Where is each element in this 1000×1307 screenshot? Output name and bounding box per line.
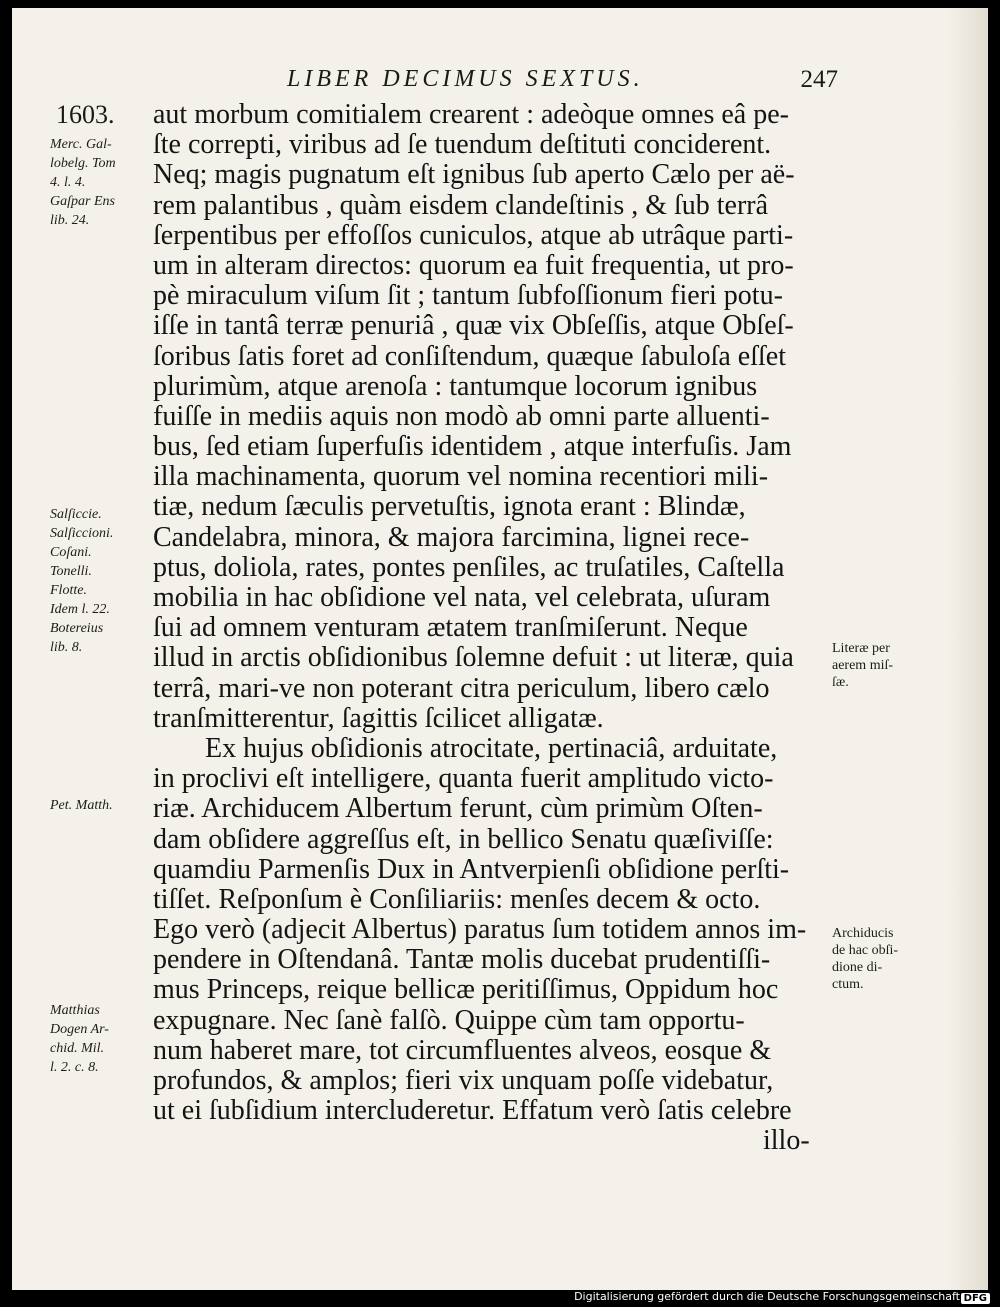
text-line: tranſmitterentur, ſagittis ſcilicet alligatæ.: [153, 702, 604, 734]
text-line: ut ei ſubſidium intercluderetur. Effatum verò ſatis celebre: [153, 1095, 792, 1127]
margin-note-line: ctum.: [832, 977, 864, 992]
margin-note-line: de hac obſi-: [832, 943, 899, 958]
text-line: mobilia in hac obſidione vel nata, vel celebrata, uſuram: [153, 582, 771, 613]
margin-note-line: lobelg. Tom: [50, 156, 116, 171]
running-head: LIBER DECIMUS SEXTUS.: [287, 66, 644, 92]
margin-note-line: Salſiccioni.: [50, 526, 114, 541]
margin-note-line: Tonelli.: [50, 564, 92, 579]
margin-note-line: Merc. Gal-: [50, 137, 112, 152]
text-line: plurimùm, atque arenoſa : tantumque locorum ignibus: [153, 370, 758, 402]
text-line: Ego verò (adjecit Albertus) paratus ſum totidem annos im-: [153, 914, 807, 946]
margin-note-line: l. 2. c. 8.: [50, 1060, 99, 1075]
margin-note-line: Matthias: [50, 1003, 100, 1018]
margin-note-line: Archiducis: [832, 926, 894, 941]
text-line: dam obſidere aggreſſus eſt, in bellico Senatu quæſiviſſe:: [153, 823, 774, 855]
text-line: bus, ſed etiam ſuperfuſis identidem , atque interfuſis. Jam: [153, 431, 792, 463]
dfg-logo: DFG: [961, 1293, 990, 1304]
text-line: Neq; magis pugnatum eſt ignibus ſub aperto Cælo per aë-: [153, 159, 795, 191]
catchword: illo-: [763, 1125, 810, 1157]
margin-note-left: [50, 1001, 109, 1077]
text-line: ptus, doliola, rates, pontes penſiles, ac truſatiles, Caſtella: [153, 551, 785, 583]
margin-note-line: Coſani.: [50, 545, 92, 560]
margin-note-right: [832, 925, 898, 993]
margin-note-line: Pet. Matth.: [50, 798, 113, 813]
margin-note-line: lib. 8.: [50, 640, 83, 655]
margin-note-left: [50, 796, 113, 815]
year-marker: 1603.: [56, 100, 115, 129]
text-line: quamdiu Parmenſis Dux in Antverpienſi obſidione perſti-: [153, 853, 790, 885]
text-line: um in alteram directos: quorum ea fuit frequentia, ut pro-: [153, 249, 794, 281]
text-line: ſte correpti, viribus ad ſe tuendum deſtituti conciderent.: [153, 129, 772, 161]
text-line: aut morbum comitialem crearent : adeòque omnes eâ pe-: [153, 99, 789, 130]
text-line: illa machinamenta, quorum vel nomina recentiori mili-: [153, 461, 769, 493]
margin-note-right: [832, 640, 893, 691]
margin-note-line: Flotte.: [50, 583, 87, 598]
text-line: profundos, & amplos; fieri vix unquam poſſe videbatur,: [153, 1065, 774, 1096]
margin-note-line: 4. l. 4.: [50, 175, 86, 190]
digitization-credit: Digitalisierung gefördert durch die Deutsche Forschungsgemeinschaft: [574, 1290, 960, 1303]
text-line: Candelabra, minora, & majora farcimina, lignei rece-: [153, 521, 750, 553]
margin-note-line: dione di-: [832, 960, 883, 975]
text-line: num haberet mare, tot circumfluentes alveos, eosque &: [153, 1034, 772, 1066]
margin-note-line: Salſiccie.: [50, 507, 102, 522]
text-line: ſerpentibus per effoſſos cuniculos, atque ab utrâque parti-: [153, 219, 794, 251]
margin-note-line: Gaſpar Ens: [50, 194, 115, 209]
book-page: [12, 8, 988, 1290]
margin-note-line: Dogen Ar-: [50, 1022, 109, 1037]
text-line: pè miraculum viſum ſit ; tantum ſubfoſſionum fieri potu-: [153, 280, 783, 312]
margin-note-line: aerem miſ-: [832, 658, 894, 673]
text-line: expugnare. Nec ſanè falſò. Quippe cùm tam opportu-: [153, 1004, 745, 1036]
margin-note-line: Botereius: [50, 621, 104, 636]
text-line: iſſe in tantâ terræ penuriâ , quæ vix Obſeſſis, atque Obſeſ-: [153, 310, 794, 342]
text-line: tiæ, nedum ſæculis pervetuſtis, ignota erant : Blindæ,: [153, 491, 746, 523]
text-line: mus Princeps, reique bellicæ peritiſſimus, Oppidum hoc: [153, 974, 779, 1006]
text-line: ſoribus ſatis foret ad conſiſtendum, quæque ſabuloſa eſſet: [153, 340, 786, 372]
margin-note-line: Idem l. 22.: [50, 602, 110, 617]
margin-note-line: lib. 24.: [50, 213, 90, 228]
text-line: tiſſet. Reſponſum è Conſiliariis: menſes decem & octo.: [153, 883, 761, 915]
text-line: ſui ad omnem venturam ætatem tranſmiſerunt. Neque: [153, 612, 748, 644]
text-line: pendere in Oſtendanâ. Tantæ molis ducebat prudentiſſi-: [153, 944, 771, 976]
text-line: riæ. Archiducem Albertum ferunt, cùm primùm Oſten-: [153, 793, 763, 825]
text-line: fuiſſe in mediis aquis non modò ab omni parte alluenti-: [153, 400, 770, 432]
text-line: in proclivi eſt intelligere, quanta fuerit amplitudo victo-: [153, 763, 774, 795]
margin-note-line: Literæ per: [832, 641, 890, 656]
text-line: terrâ, mari-ve non poterant citra periculum, libero cælo: [153, 672, 770, 704]
margin-note-left: [50, 505, 113, 657]
text-line: illud in arctis obſidionibus ſolemne defuit : ut literæ, quia: [153, 642, 794, 674]
text-line: Ex hujus obſidionis atrocitate, pertinaciâ, arduitate,: [205, 732, 778, 764]
margin-note-line: chid. Mil.: [50, 1041, 105, 1056]
body-text: [153, 100, 837, 1157]
text-line: rem palantibus , quàm eisdem clandeſtinis , & ſub terrâ: [153, 189, 769, 221]
margin-note-left: [50, 135, 116, 230]
page-number: 247: [800, 66, 838, 93]
margin-note-line: ſæ.: [832, 675, 849, 690]
